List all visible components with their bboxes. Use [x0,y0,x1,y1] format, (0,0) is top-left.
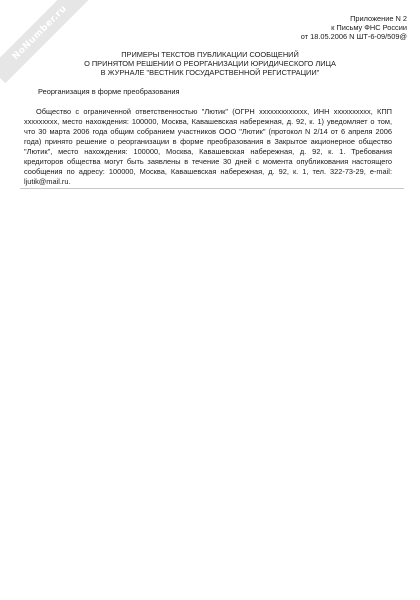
document-title [20,50,400,77]
appendix-number: Приложение N 2 [350,14,407,23]
appendix-letter-ref: к Письму ФНС России [331,23,407,32]
watermark-badge: NoNumber.ru [0,0,90,83]
section-heading: Реорганизация в форме преобразования [38,87,180,96]
appendix-reference [207,14,407,41]
title-line-1: ПРИМЕРЫ ТЕКСТОВ ПУБЛИКАЦИИ СООБЩЕНИЙ [121,50,299,59]
divider [20,188,404,189]
title-line-3: В ЖУРНАЛЕ "ВЕСТНИК ГОСУДАРСТВЕННОЙ РЕГИСТРАЦИИ" [100,68,320,77]
publication-text: Общество с ограниченной ответственностью "Лютик" (ОГРН xxxxxxxxxxxxx, ИНН xxxxxxxxxx, КПП xxxxxxxxx, место нахождения: 100000, Москва, Кавашевская набережная, д. 92, к. 1) уведомляет о том, что 30 марта 2006 года общим собранием участников ООО "Лютик" (протокол N 2/14 от 6 апреля 2006 года) принято решение о реорганизации в форме преобразования в Закрытое акционерное общество "Лютик", место нахождения: 100000, Москва, Кавашевская набережная, д. 92, к. 1. Требования кредиторов общества могут быть заявлены в течение 30 дней с момента опубликования настоящего сообщения по адресу: 100000, Москва, Кавашевская набережная, д. 92, к. 1, тел. 322-73-29, e-mail: ljutik@mail.ru. [24,107,392,186]
appendix-letter-date: от 18.05.2006 N ШТ-6-09/509@ [300,32,407,41]
title-line-2: О ПРИНЯТОМ РЕШЕНИИ О РЕОРГАНИЗАЦИИ ЮРИДИЧЕСКОГО ЛИЦА [84,59,336,68]
